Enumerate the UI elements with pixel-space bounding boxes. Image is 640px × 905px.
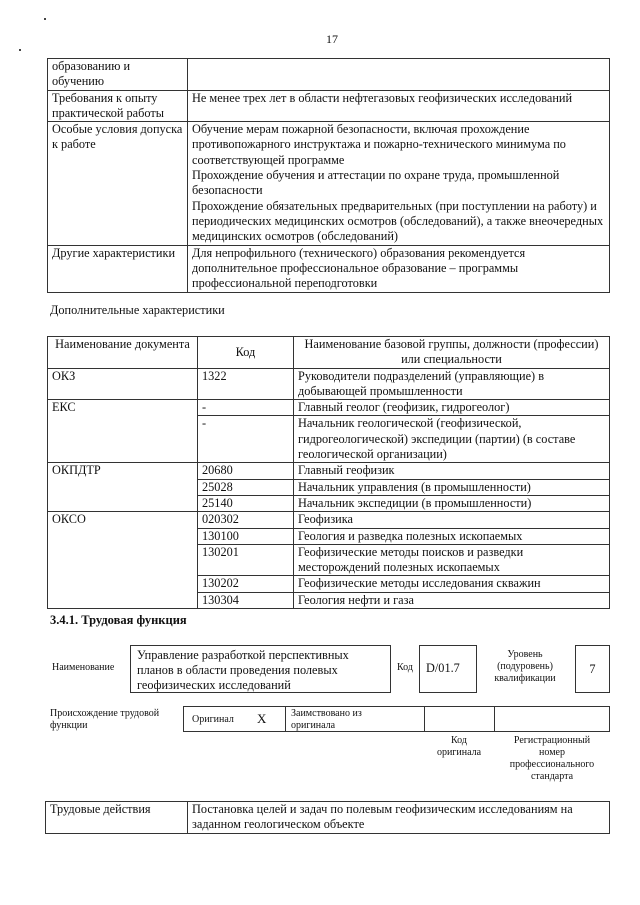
name-cell: Геология и разведка полезных ископаемых: [294, 528, 610, 544]
code-cell: -: [198, 416, 294, 463]
row-label: Особые условия допуска к работе: [48, 122, 188, 245]
scan-mark: [44, 18, 46, 20]
header-code: Код: [198, 337, 294, 369]
divider: [285, 706, 286, 732]
document-name: ОКЗ: [48, 368, 198, 400]
code-cell: 130201: [198, 544, 294, 576]
level-box: [575, 645, 610, 693]
function-name: Управление разработкой перспективных планов в области проведения полевых геофизических исследований: [137, 648, 349, 692]
table-row: [48, 512, 610, 528]
level-label: Уровень (подуровень) квалификации: [494, 649, 556, 684]
header-document: Наименование документа: [48, 337, 198, 369]
code-cell: 130100: [198, 528, 294, 544]
actions-table: [45, 801, 610, 834]
table-row: [48, 59, 610, 91]
row-label: образованию и обучению: [48, 59, 188, 91]
name-cell: Главный геофизик: [294, 463, 610, 479]
name-cell: Начальник управления (в промышленности): [294, 479, 610, 495]
document-name: ОКПДТР: [48, 463, 198, 512]
row-label: Требования к опыту практической работы: [48, 90, 188, 122]
function-heading: 3.4.1. Трудовая функция: [50, 613, 187, 627]
code-cell: -: [198, 400, 294, 416]
function-name-box: [130, 645, 391, 693]
table-row: [48, 245, 610, 292]
row-value: [188, 59, 610, 91]
name-label: Наименование: [52, 662, 115, 673]
origin-code-label: Код оригинала: [436, 735, 482, 758]
original-mark: X: [257, 711, 267, 726]
name-cell: Начальник геологической (геофизической, гидрогеологической) экспедиции (партии) (в составе геологической организации): [294, 416, 610, 463]
divider: [424, 706, 425, 732]
name-cell: Геофизика: [294, 512, 610, 528]
additional-table: [47, 336, 610, 609]
code-cell: 25140: [198, 495, 294, 511]
row-label: Другие характеристики: [48, 245, 188, 292]
row-value: Для непрофильного (технического) образования рекомендуется дополнительное профессиональное образование – программы профессиональной переподготовки: [188, 245, 610, 292]
table-row: [48, 463, 610, 479]
code-value: D/01.7: [426, 661, 460, 675]
actions-value: Постановка целей и задач по полевым геофизическим исследованиям на заданном геологическом объекте: [188, 802, 610, 834]
origin-label: Происхождение трудовой функции: [50, 708, 160, 731]
reg-number-label: Регистрационный номер профессионального стандарта: [509, 735, 595, 782]
level-value: 7: [589, 662, 596, 676]
header-name: Наименование базовой группы, должности (профессии) или специальности: [294, 337, 610, 369]
additional-title: Дополнительные характеристики: [50, 303, 225, 317]
requirements-table: [47, 58, 610, 293]
code-cell: 1322: [198, 368, 294, 400]
code-box: [419, 645, 477, 693]
document-name: ОКСО: [48, 512, 198, 609]
table-row: [48, 368, 610, 400]
table-row: [48, 90, 610, 122]
name-cell: Геология нефти и газа: [294, 592, 610, 608]
document-name: ЕКС: [48, 400, 198, 463]
code-label: Код: [397, 662, 413, 673]
original-label: Оригинал: [192, 714, 234, 725]
row-value: Обучение мерам пожарной безопасности, включая прохождение противопожарного инструктажа и пожарно-технического минимума по соответствующей программе Прохождение обучения и аттестации по охране труда, промышленной безопасности Прохождение обязательных предварительных (при поступлении на работу) и периодических медицинских осмотров (обследований), а также внеочередных медицинских осмотров (обследований): [188, 122, 610, 245]
name-cell: Геофизические методы поисков и разведки месторождений полезных ископаемых: [294, 544, 610, 576]
table-row: [48, 400, 610, 416]
borrowed-label: Заимствовано из оригинала: [291, 708, 362, 731]
code-cell: 25028: [198, 479, 294, 495]
name-cell: Главный геолог (геофизик, гидрогеолог): [294, 400, 610, 416]
name-cell: Начальник экспедиции (в промышленности): [294, 495, 610, 511]
scan-mark: [19, 49, 21, 51]
name-cell: Геофизические методы исследования скважин: [294, 576, 610, 592]
divider: [494, 706, 495, 732]
code-cell: 020302: [198, 512, 294, 528]
page-number: 17: [326, 32, 338, 46]
row-value: Не менее трех лет в области нефтегазовых геофизических исследований: [188, 90, 610, 122]
code-cell: 20680: [198, 463, 294, 479]
actions-label: Трудовые действия: [46, 802, 188, 834]
table-row: [48, 122, 610, 245]
code-cell: 130304: [198, 592, 294, 608]
name-cell: Руководители подразделений (управляющие) в добывающей промышленности: [294, 368, 610, 400]
code-cell: 130202: [198, 576, 294, 592]
